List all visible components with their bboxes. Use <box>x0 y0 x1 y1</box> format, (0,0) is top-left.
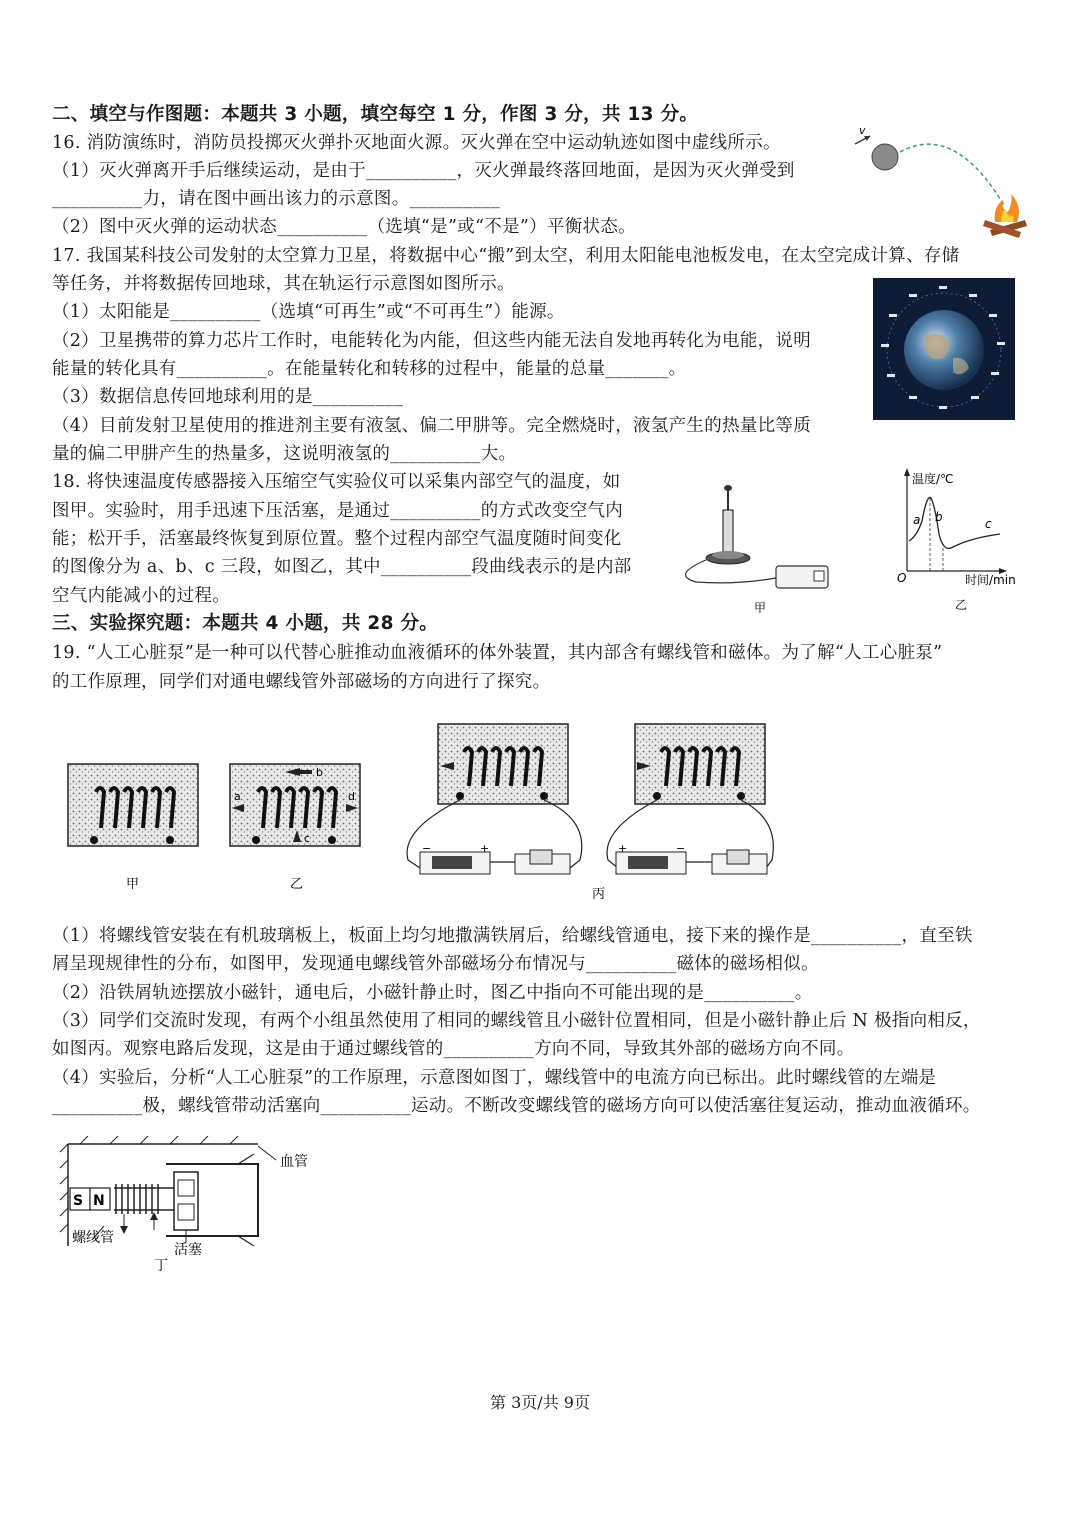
q16-trajectory-figure <box>845 122 1035 242</box>
q19-part3: （3）同学们交流时发现，有两个小组虽然使用了相同的螺线管且小磁针位置相同，但是小磁针静止后 N 极指向相反， <box>52 1011 981 1031</box>
page-number: 第 3页/共 9页 <box>490 1393 590 1412</box>
q19-stem-cont: 的工作原理，同学们对通电螺线管外部磁场的方向进行了探究。 <box>52 672 551 692</box>
q17-part1: （1）太阳能是__________（选填“可再生”或“不可再生”）能源。 <box>52 302 565 322</box>
magnet-N-label: N <box>93 1193 105 1209</box>
q17-part2-cont: 能量的转化具有__________。在能量转化和转移的过程中，能量的总量_______。 <box>52 359 687 379</box>
fig19-ding-label: 丁 <box>154 1258 168 1274</box>
q17-part4-cont: 量的偏二甲肼产生的热量多，这说明液氢的__________大。 <box>52 444 517 464</box>
wall-hatching <box>60 1136 238 1232</box>
q16-part1-cont: __________力，请在图中画出该力的示意图。__________ <box>52 189 500 209</box>
yi-a-label: a <box>234 790 241 803</box>
q19-part4-cont: __________极，螺线管带动活塞向__________运动。不断改变螺线管的磁场方向可以使活塞往复运动，推动血液循环。 <box>52 1096 981 1116</box>
svg-text:−: − <box>422 842 432 855</box>
q18-line4: 的图像分为 a、b、c 三段，如图乙，其中__________段曲线表示的是内部 <box>52 557 632 577</box>
graph-y-label: 温度/℃ <box>912 472 954 486</box>
trajectory-dashed-curve <box>900 144 1005 207</box>
velocity-label: v <box>859 124 866 137</box>
q17-stem: 17. 我国某科技公司发射的太空算力卫星，将数据中心“搬”到太空，利用太阳能电池板发电，在太空完成计算、存储 <box>52 246 960 266</box>
current-arrow-down <box>120 1226 128 1234</box>
q19-heart-pump-figure <box>58 1136 328 1276</box>
q19-part4: （4）实验后，分析“人工心脏泵”的工作原理，示意图如图丁，螺线管中的电流方向已标出。此时螺线管的左端是 <box>52 1068 937 1088</box>
blood-vessel-label: 血管 <box>280 1154 308 1170</box>
q17-part4: （4）目前发射卫星使用的推进剂主要有液氢、偏二甲肼等。完全燃烧时，液氢产生的热量比等质 <box>52 416 812 436</box>
fig19-jia-label: 甲 <box>126 877 140 892</box>
fig18-yi-label: 乙 <box>955 598 968 612</box>
section-heading-fill-in: 二、填空与作图题：本题共 3 小题，填空每空 1 分，作图 3 分，共 13 分。 <box>52 104 699 125</box>
cylinder <box>723 510 733 552</box>
q16-stem: 16. 消防演练时，消防员投掷灭火弹扑灭地面火源。灭火弹在空中运动轨迹如图中虚线所示。 <box>52 133 781 153</box>
section-heading-experiment: 三、实验探究题：本题共 4 小题，共 28 分。 <box>52 613 439 634</box>
fig19-yi-board <box>230 764 360 846</box>
svg-text:−: − <box>676 842 686 855</box>
q16-part2: （2）图中灭火弹的运动状态__________（选填“是”或“不是”）平衡状态。 <box>52 217 636 237</box>
extinguisher-ball <box>872 144 898 170</box>
q17-part3: （3）数据信息传回地球利用的是__________ <box>52 387 404 407</box>
q18-line1: 18. 将快速温度传感器接入压缩空气实验仪可以采集内部空气的温度，如 <box>52 472 621 492</box>
fig19-bing-right <box>607 724 773 874</box>
q16-part1: （1）灭火弹离开手后继续运动，是由于__________，灭火弹最终落回地面，是因为灭火弹受到 <box>52 161 795 181</box>
q18-apparatus-figure <box>676 480 836 620</box>
fig19-jia-board <box>68 764 198 846</box>
q18-temperature-graph <box>895 466 1035 616</box>
q19-stem: 19. “人工心脏泵”是一种可以代替心脏推动血液循环的体外装置，其内部含有螺线管和磁体。为了解“人工心脏泵” <box>52 643 943 663</box>
q18-line2: 图甲。实验时，用手迅速下压活塞，是通过__________的方式改变空气内 <box>52 501 624 521</box>
q19-part3-cont: 如图丙。观察电路后发现，这是由于通过螺线管的__________方向不同，导致其外部的磁场方向不同。 <box>52 1039 855 1059</box>
fire-icon <box>983 194 1027 238</box>
magnet-S-label: S <box>73 1193 84 1209</box>
fig19-yi-label: 乙 <box>290 877 304 892</box>
fig18-jia-label: 甲 <box>754 601 767 615</box>
q17-satellite-figure <box>873 278 1015 420</box>
piston-label: 活塞 <box>174 1242 202 1258</box>
yi-d-label: d <box>348 790 355 803</box>
yi-b-label: b <box>316 766 323 779</box>
q19-part1-cont: 屑呈现规律性的分布，如图甲，发现通电螺线管外部磁场分布情况与__________磁体的磁场相似。 <box>52 954 819 974</box>
solenoid-coil <box>114 1184 174 1214</box>
svg-text:+: + <box>618 842 628 855</box>
graph-x-label: 时间/min <box>965 573 1016 587</box>
svg-text:+: + <box>480 842 490 855</box>
q19-part2: （2）沿铁屑轨迹摆放小磁针，通电后，小磁针静止时，图乙中指向不可能出现的是__________。 <box>52 983 813 1003</box>
graph-b-label: b <box>935 510 943 524</box>
q17-part2: （2）卫星携带的算力芯片工作时，电能转化为内能，但这些内能无法自发地再转化为电能，说明 <box>52 331 812 351</box>
fig19-bing-label: 丙 <box>592 887 606 902</box>
yi-c-label: c <box>304 832 311 845</box>
graph-origin-label: O <box>897 571 907 585</box>
fig19-bing-left <box>407 724 582 874</box>
graph-c-label: c <box>985 517 992 531</box>
q17-stem-cont: 等任务，并将数据传回地球，其在轨运行示意图如图所示。 <box>52 274 515 294</box>
q19-part1: （1）将螺线管安装在有机玻璃板上，板面上均匀地撒满铁屑后，给螺线管通电，接下来的操作是__________，直至铁 <box>52 926 973 946</box>
q18-line3: 能；松开手，活塞最终恢复到原位置。整个过程内部空气温度随时间变化 <box>52 529 622 549</box>
solenoid-label: 螺线管 <box>72 1230 114 1246</box>
current-arrow-up <box>150 1212 158 1220</box>
graph-a-label: a <box>913 513 921 527</box>
q19-solenoid-figures <box>60 720 780 905</box>
q18-line5: 空气内能减小的过程。 <box>52 586 230 606</box>
